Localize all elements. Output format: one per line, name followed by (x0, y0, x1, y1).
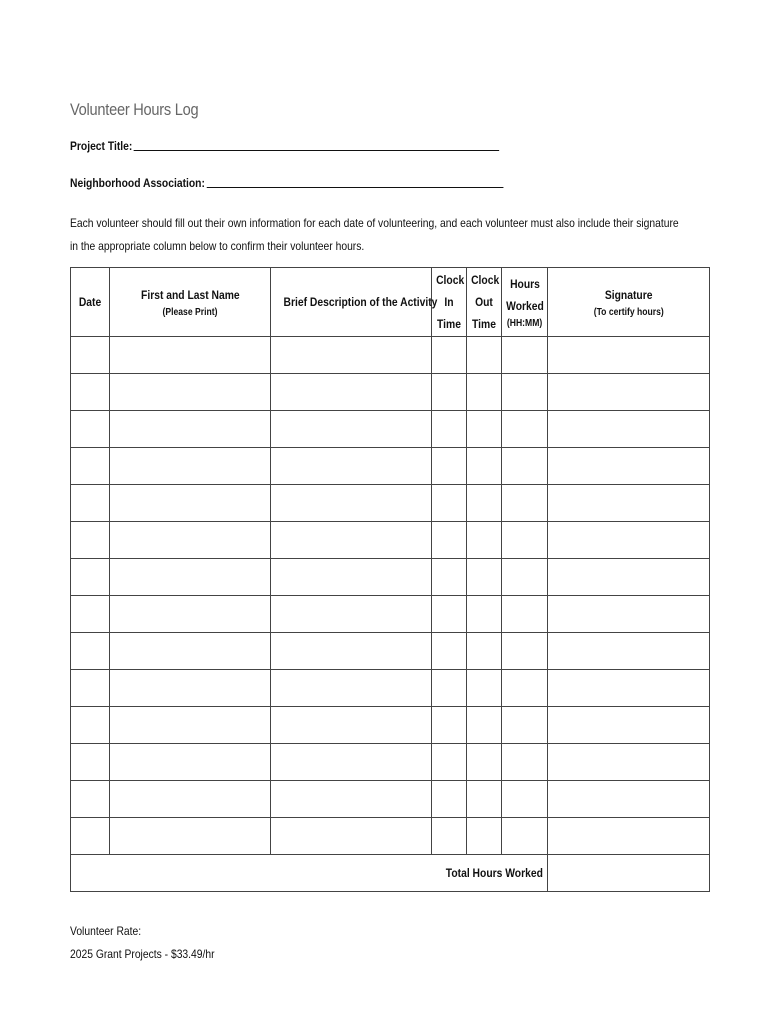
description-cell[interactable] (271, 633, 432, 670)
hours-worked-cell[interactable] (502, 448, 548, 485)
date-cell[interactable] (71, 522, 110, 559)
hours-worked-cell[interactable] (502, 559, 548, 596)
clock-in-cell[interactable] (432, 633, 467, 670)
date-cell[interactable] (71, 448, 110, 485)
description-cell[interactable] (271, 374, 432, 411)
date-cell[interactable] (71, 744, 110, 781)
table-row (71, 781, 710, 818)
description-cell[interactable] (271, 818, 432, 855)
clock-out-cell[interactable] (467, 411, 502, 448)
total-hours-cell[interactable] (548, 855, 710, 892)
name-cell[interactable] (110, 559, 271, 596)
signature-cell[interactable] (548, 744, 710, 781)
clock-out-cell[interactable] (467, 670, 502, 707)
signature-cell[interactable] (548, 781, 710, 818)
volunteer-rate-value: 2025 Grant Projects - $33.49/hr (70, 947, 215, 961)
hours-worked-cell[interactable] (502, 411, 548, 448)
hours-worked-cell[interactable] (502, 670, 548, 707)
date-cell[interactable] (71, 596, 110, 633)
date-cell[interactable] (71, 818, 110, 855)
column-header-description: Brief Description of the Activity (271, 268, 432, 337)
date-cell[interactable] (71, 781, 110, 818)
description-cell[interactable] (271, 744, 432, 781)
description-cell[interactable] (271, 448, 432, 485)
column-header-clock-in: Clock In Time (432, 268, 467, 337)
clock-out-cell[interactable] (467, 781, 502, 818)
description-cell[interactable] (271, 559, 432, 596)
signature-cell[interactable] (548, 596, 710, 633)
table-row (71, 374, 710, 411)
project-title-field[interactable] (70, 138, 500, 153)
project-title-blank[interactable] (134, 138, 500, 151)
description-cell[interactable] (271, 781, 432, 818)
name-cell[interactable] (110, 670, 271, 707)
column-header-clock-out: Clock Out Time (467, 268, 502, 337)
column-header-signature: Signature (To certify hours) (548, 268, 710, 337)
signature-cell[interactable] (548, 374, 710, 411)
clock-out-cell[interactable] (467, 559, 502, 596)
table-row (71, 559, 710, 596)
table-row (71, 448, 710, 485)
description-cell[interactable] (271, 707, 432, 744)
clock-in-cell[interactable] (432, 485, 467, 522)
volunteer-rate (70, 920, 215, 966)
clock-out-cell[interactable] (467, 707, 502, 744)
hours-worked-cell[interactable] (502, 818, 548, 855)
clock-in-cell[interactable] (432, 596, 467, 633)
clock-in-cell[interactable] (432, 448, 467, 485)
clock-out-cell[interactable] (467, 522, 502, 559)
hours-worked-cell[interactable] (502, 522, 548, 559)
neighborhood-association-label: Neighborhood Association: (70, 176, 205, 190)
name-cell[interactable] (110, 707, 271, 744)
name-cell[interactable] (110, 744, 271, 781)
table-row (71, 744, 710, 781)
signature-cell[interactable] (548, 559, 710, 596)
clock-out-cell[interactable] (467, 596, 502, 633)
description-cell[interactable] (271, 670, 432, 707)
clock-out-cell[interactable] (467, 744, 502, 781)
table-header-row (71, 268, 710, 337)
date-cell[interactable] (71, 485, 110, 522)
table-row (71, 670, 710, 707)
hours-worked-cell[interactable] (502, 781, 548, 818)
volunteer-hours-table (70, 267, 710, 892)
name-cell[interactable] (110, 633, 271, 670)
hours-worked-cell[interactable] (502, 485, 548, 522)
clock-out-cell[interactable] (467, 818, 502, 855)
hours-worked-cell[interactable] (502, 633, 548, 670)
column-header-hours-worked: Hours Worked (HH:MM) (502, 268, 548, 337)
hours-worked-cell[interactable] (502, 744, 548, 781)
clock-in-cell[interactable] (432, 818, 467, 855)
document-title: Volunteer Hours Log (70, 100, 199, 119)
clock-out-cell[interactable] (467, 633, 502, 670)
clock-in-cell[interactable] (432, 781, 467, 818)
table-row (71, 818, 710, 855)
description-cell[interactable] (271, 411, 432, 448)
date-cell[interactable] (71, 670, 110, 707)
name-cell[interactable] (110, 818, 271, 855)
clock-in-cell[interactable] (432, 374, 467, 411)
hours-worked-cell[interactable] (502, 707, 548, 744)
table-row (71, 596, 710, 633)
column-header-name: First and Last Name (Please Print) (110, 268, 271, 337)
instructions-text: Each volunteer should fill out their own information for each date of volunteering, and each volunteer must also include their signature in the appropriate column below to confirm their volunteer hours. (70, 216, 679, 253)
date-cell[interactable] (71, 559, 110, 596)
table-row (71, 522, 710, 559)
clock-out-cell[interactable] (467, 337, 502, 374)
total-row (71, 855, 710, 892)
signature-cell[interactable] (548, 670, 710, 707)
clock-in-cell[interactable] (432, 411, 467, 448)
name-cell[interactable] (110, 374, 271, 411)
signature-cell[interactable] (548, 633, 710, 670)
table-row (71, 337, 710, 374)
name-cell[interactable] (110, 411, 271, 448)
table-row (71, 707, 710, 744)
signature-cell[interactable] (548, 522, 710, 559)
neighborhood-association-blank[interactable] (207, 175, 504, 188)
table-row (71, 485, 710, 522)
total-hours-label: Total Hours Worked (71, 855, 548, 892)
signature-cell[interactable] (548, 337, 710, 374)
name-cell[interactable] (110, 485, 271, 522)
project-title-label: Project Title: (70, 139, 133, 153)
date-cell[interactable] (71, 411, 110, 448)
date-cell[interactable] (71, 337, 110, 374)
description-cell[interactable] (271, 485, 432, 522)
clock-in-cell[interactable] (432, 559, 467, 596)
name-cell[interactable] (110, 781, 271, 818)
signature-cell[interactable] (548, 818, 710, 855)
date-cell[interactable] (71, 707, 110, 744)
clock-out-cell[interactable] (467, 374, 502, 411)
neighborhood-association-field[interactable] (70, 175, 503, 190)
hours-worked-cell[interactable] (502, 374, 548, 411)
column-header-date: Date (71, 268, 110, 337)
clock-out-cell[interactable] (467, 485, 502, 522)
date-cell[interactable] (71, 374, 110, 411)
clock-in-cell[interactable] (432, 744, 467, 781)
table-row (71, 411, 710, 448)
description-cell[interactable] (271, 522, 432, 559)
name-cell[interactable] (110, 337, 271, 374)
clock-out-cell[interactable] (467, 448, 502, 485)
signature-cell[interactable] (548, 448, 710, 485)
signature-cell[interactable] (548, 707, 710, 744)
clock-in-cell[interactable] (432, 522, 467, 559)
volunteer-rate-label: Volunteer Rate: (70, 924, 142, 938)
table-row (71, 633, 710, 670)
date-cell[interactable] (71, 633, 110, 670)
hours-worked-cell[interactable] (502, 337, 548, 374)
description-cell[interactable] (271, 596, 432, 633)
clock-in-cell[interactable] (432, 670, 467, 707)
signature-cell[interactable] (548, 485, 710, 522)
name-cell[interactable] (110, 522, 271, 559)
name-cell[interactable] (110, 596, 271, 633)
clock-in-cell[interactable] (432, 707, 467, 744)
description-cell[interactable] (271, 337, 432, 374)
signature-cell[interactable] (548, 411, 710, 448)
hours-worked-cell[interactable] (502, 596, 548, 633)
name-cell[interactable] (110, 448, 271, 485)
clock-in-cell[interactable] (432, 337, 467, 374)
